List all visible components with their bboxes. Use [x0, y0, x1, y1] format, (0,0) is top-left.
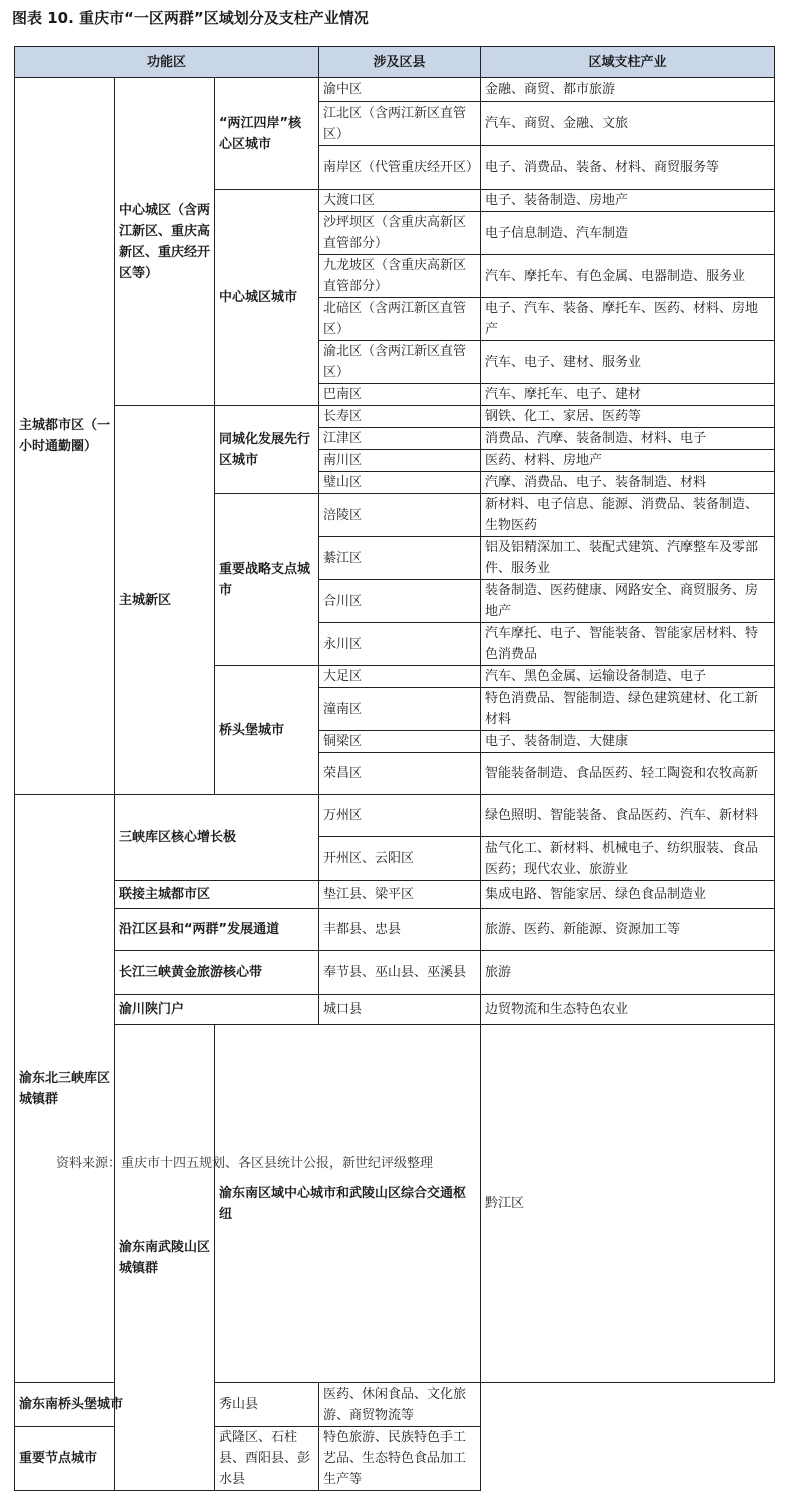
district-cell: 铜梁区: [319, 731, 481, 753]
zone-se-node: 重要节点城市: [15, 1427, 215, 1491]
zone-new-area: 主城新区: [115, 406, 215, 795]
industry-cell: 消费品、汽摩、装备制造、材料、电子: [481, 428, 775, 450]
zone-ne-tour: 长江三峡黄金旅游核心带: [115, 951, 319, 995]
table-row: [15, 995, 775, 1025]
industry-cell: 电子信息制造、汽车制造: [481, 212, 775, 255]
industry-cell: 边贸物流和生态特色农业: [481, 995, 775, 1025]
table-row: [15, 406, 775, 428]
district-cell: 垫江县、梁平区: [319, 881, 481, 909]
header-zone: 功能区: [15, 47, 319, 78]
source-note: 资料来源：重庆市十四五规划、各区县统计公报，新世纪评级整理: [56, 1156, 434, 1171]
table-header-row: [15, 47, 775, 78]
district-cell: 綦江区: [319, 537, 481, 580]
zone-main-city: 主城都市区（一小时通勤圈）: [15, 78, 115, 795]
district-cell: 荣昌区: [319, 753, 481, 795]
district-cell: 南岸区（代管重庆经开区）: [319, 146, 481, 190]
zone-se-bridge: 渝东南桥头堡城市: [15, 1383, 215, 1427]
industry-cell: 医药、休闲食品、文化旅游、商贸物流等: [319, 1383, 481, 1427]
district-cell: 丰都县、忠县: [319, 909, 481, 951]
industry-cell: 智能装备制造、食品医药、轻工陶瓷和农牧高新: [481, 753, 775, 795]
industry-cell: 铝及铝精深加工、装配式建筑、汽摩整车及零部件、服务业: [481, 537, 775, 580]
district-cell: 渝中区: [319, 78, 481, 102]
industry-cell: 装备制造、医药健康、网路安全、商贸服务、房地产: [481, 580, 775, 623]
industry-cell: 电子、消费品、装备、材料、商贸服务等: [481, 146, 775, 190]
table-row: [15, 1383, 775, 1427]
zone-tongcheng: 同城化发展先行区城市: [215, 406, 319, 494]
industry-cell: 汽车、黑色金属、运输设备制造、电子: [481, 666, 775, 688]
zone-ne-river: 沿江区县和“两群”发展通道: [115, 909, 319, 951]
industry-cell: 汽车、电子、建材、服务业: [481, 341, 775, 384]
industry-cell: 电子、装备制造、大健康: [481, 731, 775, 753]
zone-center-city: 中心城区城市: [215, 190, 319, 406]
district-cell: 永川区: [319, 623, 481, 666]
district-cell: 大足区: [319, 666, 481, 688]
industry-cell: 盐气化工、新材料、机械电子、纺织服装、食品医药；现代农业、旅游业: [481, 837, 775, 881]
industry-cell: 旅游、医药、新能源、资源加工等: [481, 909, 775, 951]
industry-cell: 金融、商贸、都市旅游: [481, 78, 775, 102]
table-row: [15, 78, 775, 102]
district-cell: 奉节县、巫山县、巫溪县: [319, 951, 481, 995]
district-cell: 黔江区: [481, 1025, 775, 1383]
district-cell: 璧山区: [319, 472, 481, 494]
industry-cell: 特色旅游、民族特色手工艺品、生态特色食品加工生产等: [319, 1427, 481, 1491]
industry-cell: 医药、材料、房地产: [481, 450, 775, 472]
industry-cell: 汽车、摩托车、有色金属、电器制造、服务业: [481, 255, 775, 298]
district-cell: 涪陵区: [319, 494, 481, 537]
district-cell: 沙坪坝区（含重庆高新区直管部分）: [319, 212, 481, 255]
district-cell: 长寿区: [319, 406, 481, 428]
district-cell: 江北区（含两江新区直管区）: [319, 102, 481, 146]
zone-liangjiang-core: “两江四岸”核心区城市: [215, 78, 319, 190]
district-cell: 合川区: [319, 580, 481, 623]
zone-ne-gate: 渝川陕门户: [115, 995, 319, 1025]
industry-cell: 新材料、电子信息、能源、消费品、装备制造、生物医药: [481, 494, 775, 537]
district-cell: 江津区: [319, 428, 481, 450]
zone-se-hub: 渝东南区域中心城市和武陵山区综合交通枢纽: [215, 1025, 481, 1383]
industry-cell: 电子、汽车、装备、摩托车、医药、材料、房地产: [481, 298, 775, 341]
zone-bridgehead: 桥头堡城市: [215, 666, 319, 795]
industry-cell: 汽车摩托、电子、智能装备、智能家居材料、特色消费品: [481, 623, 775, 666]
zone-strategic: 重要战略支点城市: [215, 494, 319, 666]
industry-cell: 汽车、摩托车、电子、建材: [481, 384, 775, 406]
header-district: 涉及区县: [319, 47, 481, 78]
district-cell: 武隆区、石柱县、酉阳县、彭水县: [215, 1427, 319, 1491]
industry-cell: 电子、装备制造、房地产: [481, 190, 775, 212]
industry-cell: 集成电路、智能家居、绿色食品制造业: [481, 881, 775, 909]
region-industry-table: [14, 46, 775, 1491]
table-row: [15, 795, 775, 837]
table-row: [15, 1025, 775, 1383]
zone-center: 中心城区（含两江新区、重庆高新区、重庆经开区等）: [115, 78, 215, 406]
district-cell: 万州区: [319, 795, 481, 837]
district-cell: 大渡口区: [319, 190, 481, 212]
table-row: [15, 909, 775, 951]
district-cell: 潼南区: [319, 688, 481, 731]
table-row: [15, 951, 775, 995]
district-cell: 开州区、云阳区: [319, 837, 481, 881]
industry-cell: 汽摩、消费品、电子、装备制造、材料: [481, 472, 775, 494]
district-cell: 城口县: [319, 995, 481, 1025]
header-industry: 区域支柱产业: [481, 47, 775, 78]
industry-cell: 绿色照明、智能装备、食品医药、汽车、新材料: [481, 795, 775, 837]
industry-cell: 钢铁、化工、家居、医药等: [481, 406, 775, 428]
zone-southeast: 渝东南武陵山区城镇群: [115, 1025, 215, 1491]
zone-northeast: 渝东北三峡库区城镇群: [15, 795, 115, 1383]
district-cell: 秀山县: [215, 1383, 319, 1427]
district-cell: 巴南区: [319, 384, 481, 406]
industry-cell: 汽车、商贸、金融、文旅: [481, 102, 775, 146]
district-cell: 北碚区（含两江新区直管区）: [319, 298, 481, 341]
district-cell: 九龙坡区（含重庆高新区直管部分）: [319, 255, 481, 298]
table-row: [15, 1427, 775, 1491]
zone-ne-core: 三峡库区核心增长极: [115, 795, 319, 881]
district-cell: 南川区: [319, 450, 481, 472]
industry-cell: 特色消费品、智能制造、绿色建筑建材、化工新材料: [481, 688, 775, 731]
zone-ne-link: 联接主城都市区: [115, 881, 319, 909]
district-cell: 渝北区（含两江新区直管区）: [319, 341, 481, 384]
table-row: [15, 881, 775, 909]
industry-cell: 旅游: [481, 951, 775, 995]
page-title: 图表 10. 重庆市“一区两群”区域划分及支柱产业情况: [12, 9, 369, 27]
